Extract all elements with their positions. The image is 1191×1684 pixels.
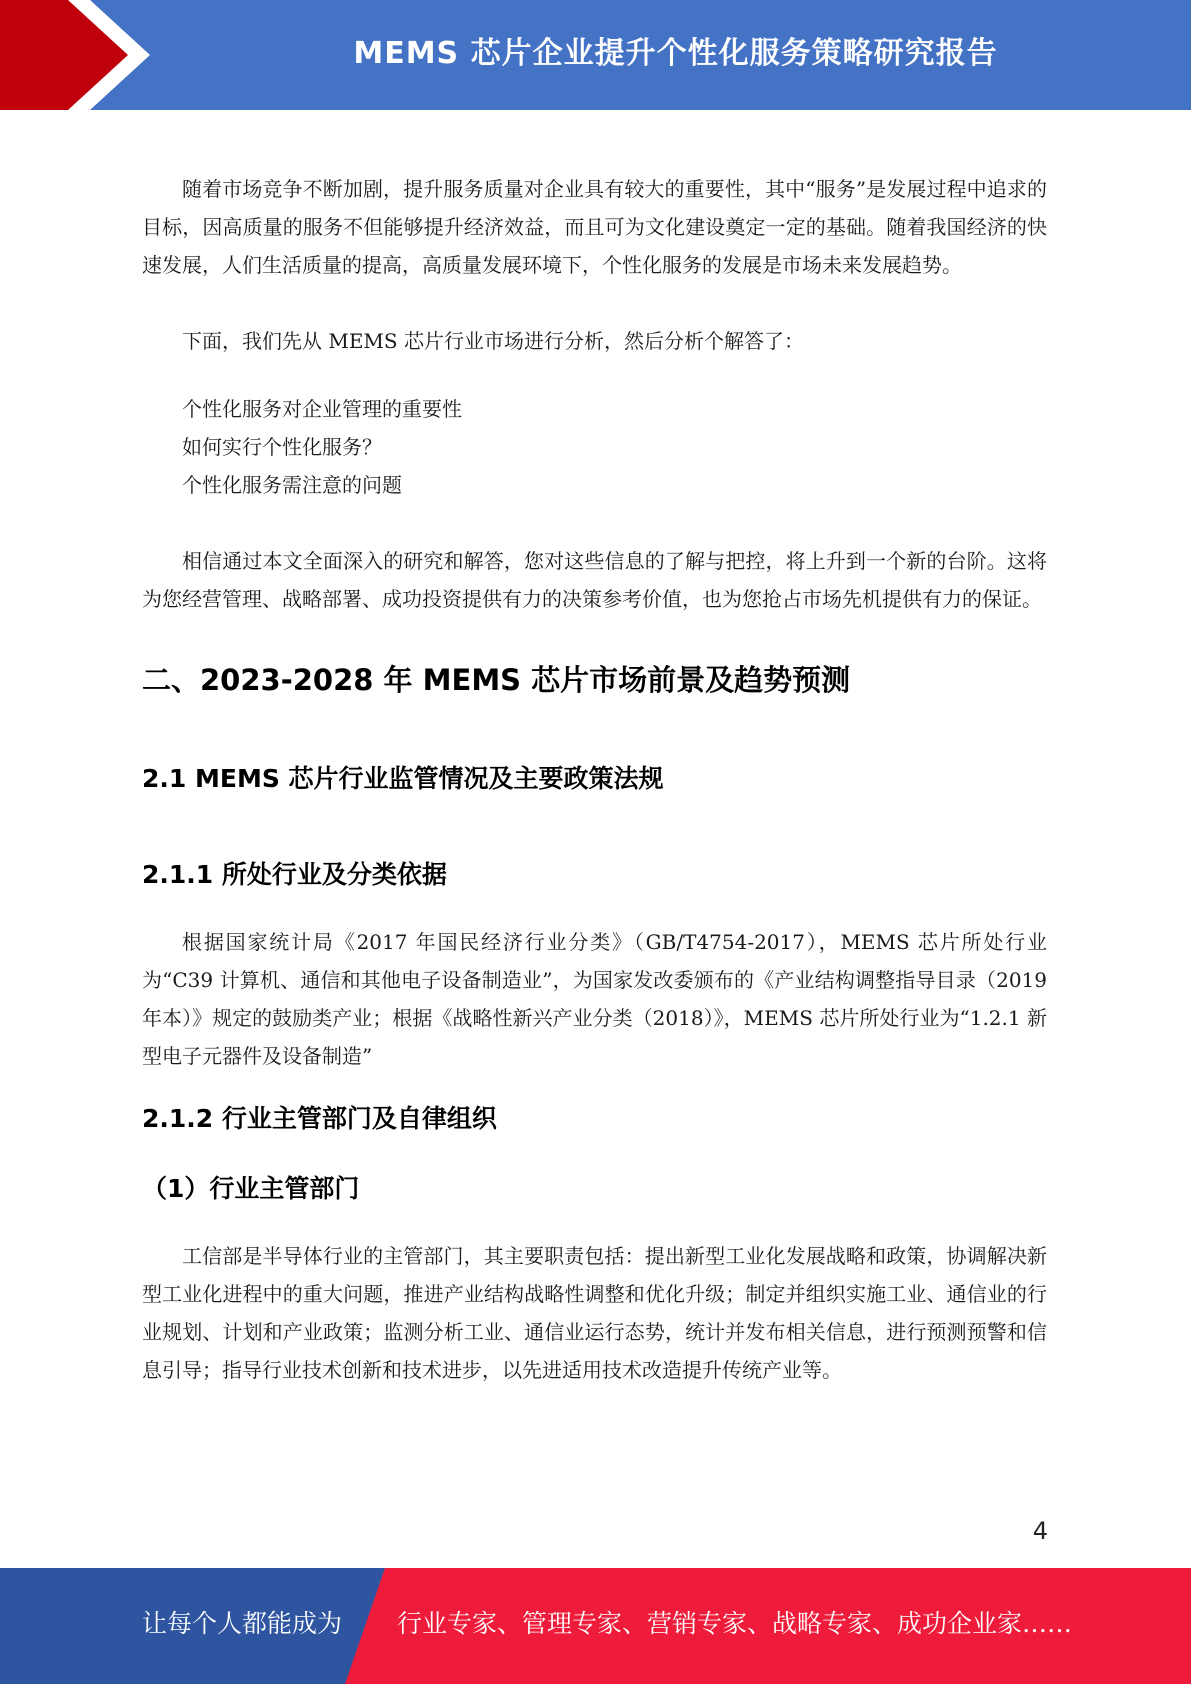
subsubsection-heading: 2.1.1 所处行业及分类依据	[142, 860, 447, 889]
page-number: 4	[1032, 1517, 1048, 1545]
document-body	[142, 170, 1047, 1389]
closing-paragraph: 相信通过本文全面深入的研究和解答，您对这些信息的了解与把控，将上升到一个新的台阶。这将为您经营管理、战略部署、成功投资提供有力的决策参考价值，也为您抢占市场先机提供有力的保证。	[142, 549, 1047, 611]
list-item: 个性化服务对企业管理的重要性	[182, 397, 462, 421]
footer-slogan-right: 行业专家、管理专家、营销专家、战略专家、成功企业家……	[397, 1609, 1073, 1638]
page-header	[0, 0, 1191, 110]
classification-paragraph: 根据国家统计局《2017 年国民经济行业分类》（GB/T4754-2017），MEMS 芯片所处行业为“C39 计算机、通信和其他电子设备制造业”，为国家发改委颁布的《产业结构调整指导目录（2019 年本）》规定的鼓励类产业；根据《战略性新兴产业分类（2018）》，MEMS 芯片所处行业为“1.2.1 新型电子元器件及设备制造”	[142, 930, 1047, 1068]
intro-paragraph: 随着市场竞争不断加剧，提升服务质量对企业具有较大的重要性，其中“服务”是发展过程中追求的目标，因高质量的服务不但能够提升经济效益，而且可为文化建设奠定一定的基础。随着我国经济的快速发展，人们生活质量的提高，高质量发展环境下，个性化服务的发展是市场未来发展趋势。	[142, 177, 1047, 277]
list-item: 如何实行个性化服务？	[182, 435, 382, 459]
item-heading: （1）行业主管部门	[142, 1174, 360, 1203]
section-heading: 二、2023-2028 年 MEMS 芯片市场前景及趋势预测	[142, 663, 851, 697]
topic-list	[142, 390, 1047, 504]
subsubsection-heading: 2.1.2 行业主管部门及自律组织	[142, 1104, 497, 1133]
authority-paragraph: 工信部是半导体行业的主管部门，其主要职责包括：提出新型工业化发展战略和政策，协调解决新型工业化进程中的重大问题，推进产业结构战略性调整和优化升级；制定并组织实施工业、通信业的行业规划、计划和产业政策；监测分析工业、通信业运行态势，统计并发布相关信息，进行预测预警和信息引导；指导行业技术创新和技术进步，以先进适用技术改造提升传统产业等。	[142, 1244, 1047, 1382]
list-item: 个性化服务需注意的问题	[182, 473, 402, 497]
subsection-heading: 2.1 MEMS 芯片行业监管情况及主要政策法规	[142, 764, 664, 793]
page-footer	[0, 1568, 1191, 1684]
header-title: MEMS 芯片企业提升个性化服务策略研究报告	[353, 36, 998, 71]
footer-slogan-left: 让每个人都能成为	[142, 1609, 343, 1638]
lead-paragraph: 下面，我们先从 MEMS 芯片行业市场进行分析，然后分析个解答了：	[182, 329, 804, 353]
